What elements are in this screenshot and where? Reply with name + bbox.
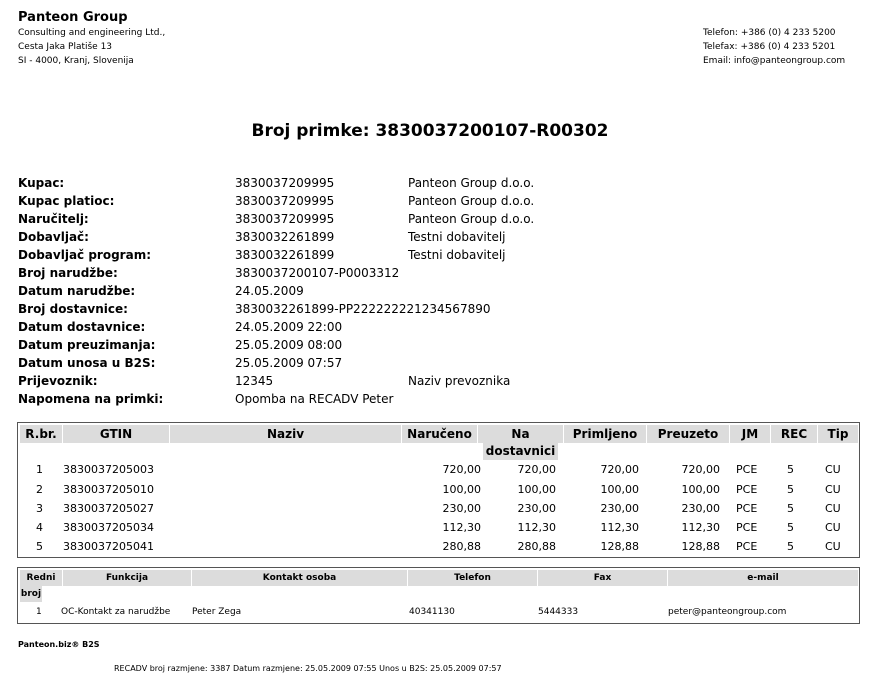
cell-na-dostavnici: 112,30 xyxy=(517,521,556,534)
cell-rec: 5 xyxy=(787,502,794,515)
cell-preuzeto: 112,30 xyxy=(681,521,720,534)
info-value: 3830037200107-P0003312 xyxy=(235,266,400,280)
col-header-kontakt: Kontakt osoba xyxy=(192,570,407,586)
info-value: 25.05.2009 08:00 xyxy=(235,338,343,352)
cell-rec: 5 xyxy=(787,540,794,553)
document-title: Broj primke: 3830037200107-R00302 xyxy=(251,121,609,141)
info-row xyxy=(18,282,718,300)
cell-rbr: 3 xyxy=(36,502,43,515)
info-value: 25.05.2009 07:57 xyxy=(235,356,343,370)
cell-preuzeto: 128,88 xyxy=(681,540,720,553)
cell-rbr: 2 xyxy=(36,483,43,496)
cell-gtin: 3830037205041 xyxy=(63,540,154,553)
info-row xyxy=(18,210,718,228)
info-value: Opomba na RECADV Peter xyxy=(235,392,394,406)
info-value: 24.05.2009 22:00 xyxy=(235,320,343,334)
info-name: Testni dobavitelj xyxy=(408,230,506,244)
cell-preuzeto: 230,00 xyxy=(681,502,720,515)
info-label: Dobavljač program: xyxy=(18,248,151,262)
info-row xyxy=(18,246,718,264)
cell-tip: CU xyxy=(825,463,841,476)
info-row xyxy=(18,192,718,210)
info-label: Kupac platioc: xyxy=(18,194,115,208)
col-header-rbr: R.br. xyxy=(20,425,62,443)
cell-preuzeto: 100,00 xyxy=(681,483,720,496)
company-address-line: SI - 4000, Kranj, Slovenija xyxy=(18,56,134,66)
cell-jm: PCE xyxy=(736,521,758,534)
cell-primljeno: 128,88 xyxy=(600,540,639,553)
cell-na-dostavnici: 720,00 xyxy=(517,463,556,476)
col-header-gtin: GTIN xyxy=(63,425,169,443)
info-value: 3830032261899 xyxy=(235,248,335,262)
col-header-broj: broj xyxy=(20,586,42,602)
info-value: 24.05.2009 xyxy=(235,284,304,298)
col-header-preuzeto: Preuzeto xyxy=(647,425,729,443)
cell-funkcija: OC-Kontakt za narudžbe xyxy=(61,607,171,617)
cell-naruceno: 112,30 xyxy=(442,521,481,534)
info-row xyxy=(18,174,718,192)
info-value: 12345 xyxy=(235,374,274,388)
info-row xyxy=(18,228,718,246)
info-value: 3830032261899 xyxy=(235,230,335,244)
info-name: Panteon Group d.o.o. xyxy=(408,176,535,190)
cell-jm: PCE xyxy=(736,483,758,496)
cell-rec: 5 xyxy=(787,483,794,496)
info-label: Datum unosa u B2S: xyxy=(18,356,156,370)
cell-tip: CU xyxy=(825,540,841,553)
cell-naruceno: 280,88 xyxy=(442,540,481,553)
info-row xyxy=(18,264,718,282)
cell-naruceno: 230,00 xyxy=(442,502,481,515)
info-value: 3830037209995 xyxy=(235,212,335,226)
company-address-line: Consulting and engineering Ltd., xyxy=(18,28,166,38)
cell-preuzeto: 720,00 xyxy=(681,463,720,476)
col-header-tip: Tip xyxy=(818,425,858,443)
footer-brand: Panteon.biz® B2S xyxy=(18,640,100,649)
info-row xyxy=(18,372,718,390)
cell-kontakt: Peter Zega xyxy=(192,607,242,617)
cell-tip: CU xyxy=(825,521,841,534)
contact-email: Email: info@panteongroup.com xyxy=(703,56,846,66)
cell-fax: 5444333 xyxy=(538,607,579,617)
info-label: Datum dostavnice: xyxy=(18,320,146,334)
cell-rec: 5 xyxy=(787,463,794,476)
cell-rbr: 5 xyxy=(36,540,43,553)
items-table xyxy=(17,422,860,558)
info-label: Kupac: xyxy=(18,176,65,190)
cell-gtin: 3830037205010 xyxy=(63,483,154,496)
cell-primljeno: 230,00 xyxy=(600,502,639,515)
cell-gtin: 3830037205034 xyxy=(63,521,154,534)
info-row xyxy=(18,300,718,318)
cell-naruceno: 720,00 xyxy=(442,463,481,476)
cell-primljeno: 112,30 xyxy=(600,521,639,534)
contacts-table xyxy=(17,567,860,624)
contact-fax: Telefax: +386 (0) 4 233 5201 xyxy=(703,42,836,52)
cell-naruceno: 100,00 xyxy=(442,483,481,496)
contact-phone: Telefon: +386 (0) 4 233 5200 xyxy=(703,28,836,38)
info-name: Naziv prevoznika xyxy=(408,374,511,388)
col-header-naziv: Naziv xyxy=(170,425,401,443)
cell-na-dostavnici: 230,00 xyxy=(517,502,556,515)
info-row xyxy=(18,318,718,336)
info-name: Panteon Group d.o.o. xyxy=(408,212,535,226)
info-label: Broj narudžbe: xyxy=(18,266,118,280)
col-header-funkcija: Funkcija xyxy=(63,570,191,586)
cell-rbr: 1 xyxy=(36,463,43,476)
company-name: Panteon Group xyxy=(18,10,128,25)
info-label: Dobavljač: xyxy=(18,230,89,244)
col-header-jm: JM xyxy=(730,425,770,443)
cell-primljeno: 100,00 xyxy=(600,483,639,496)
col-header-primljeno: Primljeno xyxy=(564,425,646,443)
info-label: Broj dostavnice: xyxy=(18,302,128,316)
col-header-email: e-mail xyxy=(668,570,858,586)
cell-email: peter@panteongroup.com xyxy=(668,607,787,617)
cell-gtin: 3830037205003 xyxy=(63,463,154,476)
info-label: Naručitelj: xyxy=(18,212,89,226)
footer-exchange-info: RECADV broj razmjene: 3387 Datum razmjene: 25.05.2009 07:55 Unos u B2S: 25.05.2009 07:57 xyxy=(114,664,502,673)
cell-jm: PCE xyxy=(736,540,758,553)
info-row xyxy=(18,336,718,354)
info-label: Datum narudžbe: xyxy=(18,284,136,298)
cell-jm: PCE xyxy=(736,463,758,476)
cell-jm: PCE xyxy=(736,502,758,515)
info-row xyxy=(18,390,718,408)
col-header-fax: Fax xyxy=(538,570,667,586)
cell-gtin: 3830037205027 xyxy=(63,502,154,515)
col-header-rec: REC xyxy=(771,425,817,443)
info-label: Prijevoznik: xyxy=(18,374,98,388)
cell-redni: 1 xyxy=(36,607,42,617)
cell-telefon: 40341130 xyxy=(409,607,455,617)
document-info xyxy=(18,174,718,408)
info-value: 3830037209995 xyxy=(235,194,335,208)
cell-rbr: 4 xyxy=(36,521,43,534)
company-address-line: Cesta Jaka Platiše 13 xyxy=(18,42,113,52)
cell-primljeno: 720,00 xyxy=(600,463,639,476)
cell-na-dostavnici: 100,00 xyxy=(517,483,556,496)
info-label: Datum preuzimanja: xyxy=(18,338,156,352)
info-label: Napomena na primki: xyxy=(18,392,164,406)
col-header-dostavnici: dostavnici xyxy=(483,443,558,460)
col-header-naruceno: Naručeno xyxy=(402,425,477,443)
info-value: 3830032261899-PP222222221234567890 xyxy=(235,302,491,316)
col-header-redni: Redni xyxy=(20,570,62,586)
cell-rec: 5 xyxy=(787,521,794,534)
info-name: Testni dobavitelj xyxy=(408,248,506,262)
cell-tip: CU xyxy=(825,483,841,496)
col-header-telefon: Telefon xyxy=(408,570,537,586)
cell-na-dostavnici: 280,88 xyxy=(517,540,556,553)
info-row xyxy=(18,354,718,372)
col-header-na: Na xyxy=(478,425,563,443)
info-name: Panteon Group d.o.o. xyxy=(408,194,535,208)
cell-tip: CU xyxy=(825,502,841,515)
info-value: 3830037209995 xyxy=(235,176,335,190)
